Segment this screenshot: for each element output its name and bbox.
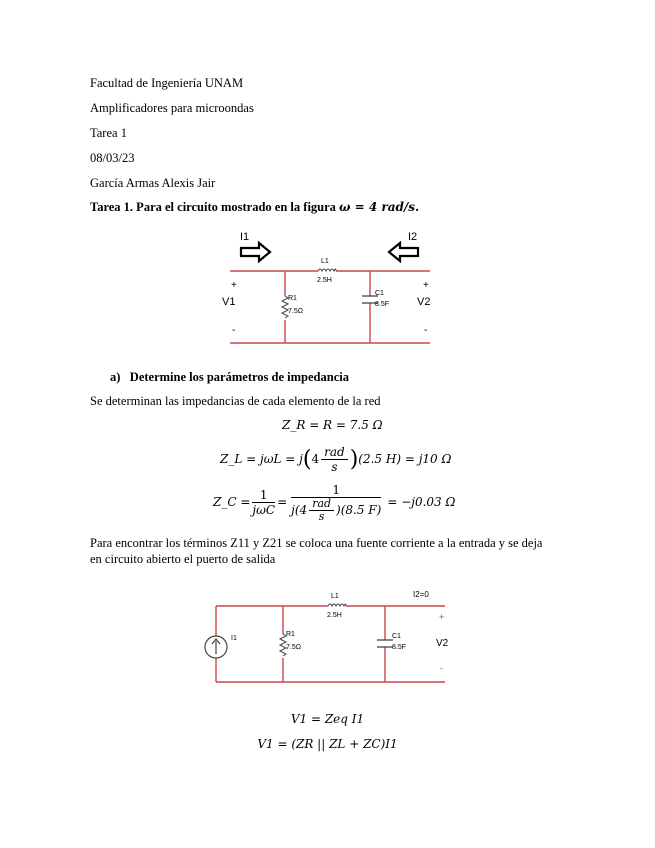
c2-i2-label: I2=0: [413, 590, 429, 599]
c2-l1-label: L1: [331, 593, 339, 600]
c1-v1-minus: -: [232, 325, 236, 336]
eq-zc: Z_C = $\frac{1}{\text{jωC}}$ = 1 j(4 $\frac{\text{rad}}{s}$ )(8.5 F) = −j0.03 Ω: [213, 482, 456, 523]
intro-text: Se determinan las impedancias de cada elemento de la red: [90, 394, 381, 408]
c1-i1-label: I1: [240, 231, 250, 243]
task-text: Tarea 1. Para el circuito mostrado en la figura: [90, 200, 340, 214]
c1-v2-minus: -: [424, 325, 428, 336]
eq-zl-s: s: [331, 459, 338, 474]
c2-l1-value: 2.5H: [327, 612, 342, 619]
c2-i1-label: I1: [231, 635, 237, 642]
para-line-1: Para encontrar los términos Z11 y Z21 se coloca una fuente corriente a la entrada y se deja: [90, 536, 543, 550]
c2-v2-plus: +: [439, 612, 445, 622]
eq-zc-s: s: [318, 509, 325, 523]
c1-c1-label: C1: [375, 290, 384, 297]
eq-zc-den-b: )(8.5 F): [336, 502, 382, 517]
eq-zl-rad: rad: [321, 445, 348, 460]
faculty-line: Facultad de Ingeniería UNAM: [90, 76, 244, 90]
c2-c1-value: 8.5F: [392, 644, 407, 651]
c1-l1-value: 2.5H: [317, 277, 332, 284]
eq-zc-den-a: j(4: [291, 502, 308, 517]
c1-i2-label: I2: [408, 231, 418, 243]
task-omega: ω = 4 rad/s.: [339, 200, 420, 214]
para-line-2: en circuito abierto el puerto de salida: [90, 552, 276, 566]
capacitor-c1: [377, 640, 393, 647]
author-line: García Armas Alexis Jair: [90, 176, 216, 190]
eq-zr: Z_R = R = 7.5 Ω: [282, 418, 383, 432]
eq-zl-left: Z_L = jωL = j: [220, 452, 303, 466]
c2-v2-label: V2: [436, 638, 449, 649]
final-eq-2: V1 = (ZR || ZL + ZC)I1: [257, 737, 398, 751]
eq-zl: Z_L = jωL = j ( 4 $\frac{\text{rad}}{s}$ ) (2.5 H) = j10 Ω: [220, 444, 452, 474]
eq-zc-right: = −j0.03 Ω: [387, 495, 456, 509]
section-a-title: Determine los parámetros de impedancia: [129, 370, 349, 384]
eq-zc-jwc: jωC: [252, 502, 276, 517]
eq-zl-right: (2.5 H) = j10 Ω: [358, 452, 452, 466]
course-line: Amplificadores para microondas: [90, 101, 254, 115]
eq-zc-one-a: 1: [252, 488, 275, 503]
c1-c1-value: 8.5F: [375, 301, 390, 308]
eq-zc-left: Z_C =: [213, 495, 251, 509]
eq-zl-4: 4: [311, 452, 320, 466]
c2-v2-minus: -: [440, 663, 443, 673]
c1-v2-label: V2: [417, 296, 431, 308]
c1-v2-plus: +: [423, 280, 429, 291]
c2-r1-label: R1: [286, 631, 295, 638]
c1-r1-label: R1: [288, 295, 297, 302]
current-source-icon: [205, 636, 227, 658]
final-eq-1: V1 = Zeq I1: [290, 712, 365, 726]
c1-l1-label: L1: [321, 258, 329, 265]
assignment-line: Tarea 1: [90, 126, 127, 140]
date-line: 08/03/23: [90, 151, 135, 165]
eq-zc-rad: rad: [309, 498, 334, 511]
c2-r1-value: 7.5Ω: [286, 644, 301, 651]
c2-c1-label: C1: [392, 633, 401, 640]
c1-v1-label: V1: [222, 296, 236, 308]
inductor-l1: [328, 604, 346, 606]
c1-r1-value: 7.5Ω: [288, 308, 303, 315]
c1-v1-plus: +: [231, 280, 237, 291]
section-a-label: a): [110, 370, 121, 384]
eq-zc-one-b: 1: [291, 483, 381, 498]
